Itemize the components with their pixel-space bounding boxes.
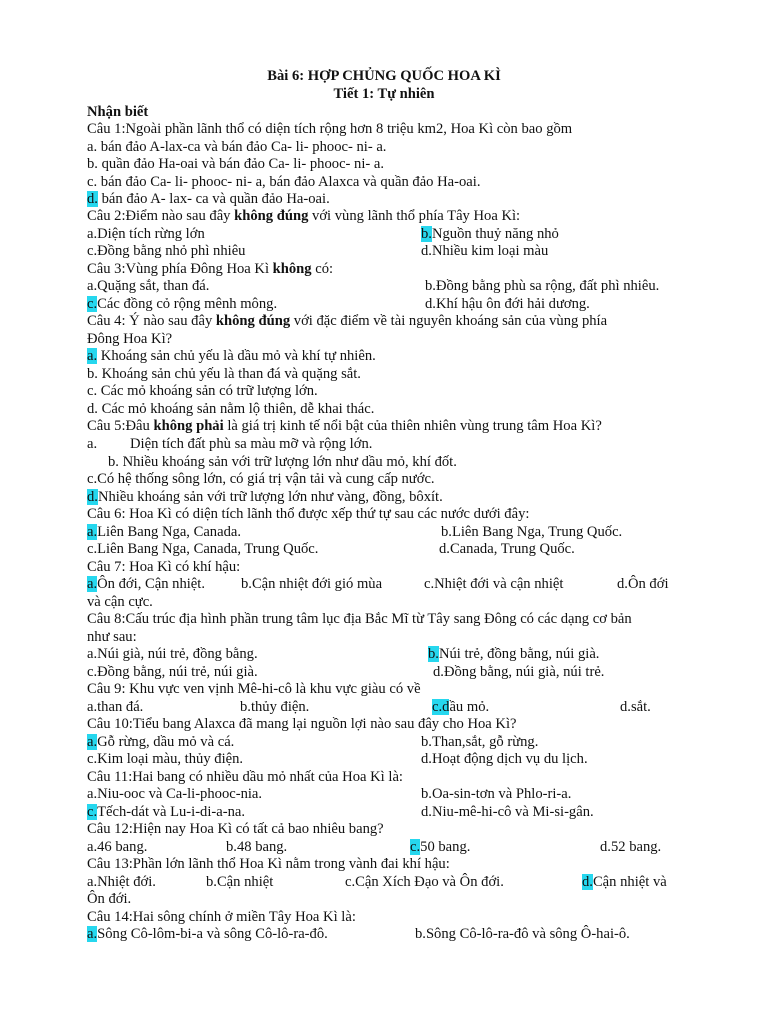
question-12-option-a: a.46 bang.: [87, 839, 148, 855]
question-8-option-a: a.Núi già, núi trẻ, đồng bằng.: [87, 646, 258, 662]
page-subtitle: Tiết 1: Tự nhiên: [333, 86, 435, 102]
question-4-option-b: b. Khoáng sản chủ yếu là than đá và quặng sắt.: [87, 366, 361, 382]
question-5-option-c: c.Có hệ thống sông lớn, có giá trị vận tải và cung cấp nước.: [87, 471, 435, 487]
question-8-stem: Câu 8:Cấu trúc địa hình phần trung tâm lục địa Bắc Mĩ từ Tây sang Đông có các dạng cơ bản: [87, 611, 632, 627]
section-heading: Nhận biết: [87, 104, 149, 120]
question-2-option-d: d.Nhiều kim loại màu: [421, 243, 549, 259]
question-3-option-c: c.Các đồng cỏ rộng mênh mông.: [87, 296, 278, 312]
question-9-option-b: b.thủy điện.: [240, 699, 310, 715]
question-5-option-a: Diện tích đất phù sa màu mỡ và rộng lớn.: [130, 436, 373, 452]
question-7-option-c: c.Nhiệt đới và cận nhiệt: [424, 576, 564, 592]
question-9-stem: Câu 9: Khu vực ven vịnh Mê-hi-cô là khu vực giàu có về: [87, 681, 421, 697]
question-10-stem: Câu 10:Tiểu bang Alaxca đã mang lại nguồn lợi nào sau đây cho Hoa Kì?: [87, 716, 517, 732]
question-2-option-b: b.Nguồn thuỷ năng nhỏ: [421, 226, 559, 242]
question-7-option-b: b.Cận nhiệt đới gió mùa: [241, 576, 383, 592]
question-3-stem: Câu 3:Vùng phía Đông Hoa Kì không có:: [87, 261, 334, 277]
question-11-option-c: c.Tếch-dát và Lu-i-di-a-na.: [87, 804, 246, 820]
question-6-option-a: a.Liên Bang Nga, Canada.: [87, 524, 242, 540]
answer-highlight: c.: [87, 804, 98, 820]
question-13-stem: Câu 13:Phần lớn lãnh thổ Hoa Kì nằm trong vành đai khí hậu:: [87, 856, 450, 872]
question-2-stem: Câu 2:Điểm nào sau đây không đúng với vùng lãnh thổ phía Tây Hoa Kì:: [87, 208, 521, 224]
question-3-option-d: d.Khí hậu ôn đới hải dương.: [425, 296, 590, 312]
question-8-option-b: b.Núi trẻ, đồng bằng, núi già.: [428, 646, 600, 662]
question-5-stem: Câu 5:Đâu không phải là giá trị kinh tế nổi bật của thiên nhiên vùng trung tâm Hoa Kì?: [87, 418, 602, 434]
question-13-option-d: d.Cận nhiệt và: [582, 874, 667, 890]
question-4-option-d: d. Các mỏ khoáng sản nằm lộ thiên, dễ khai thác.: [87, 401, 375, 417]
answer-highlight: d.: [87, 191, 98, 207]
answer-highlight: b.: [428, 646, 439, 662]
question-11-option-a: a.Niu-ooc và Ca-li-phooc-nia.: [87, 786, 263, 802]
question-9-option-c: c.dầu mỏ.: [432, 699, 490, 715]
question-12-option-b: b.48 bang.: [226, 839, 288, 855]
question-12-option-d: d.52 bang.: [600, 839, 662, 855]
question-11-option-b: b.Oa-sin-tơn và Phlo-ri-a.: [421, 786, 572, 802]
question-10-option-a: a.Gỗ rừng, dầu mỏ và cá.: [87, 734, 235, 750]
question-14-stem: Câu 14:Hai sông chính ở miền Tây Hoa Kì là:: [87, 909, 356, 925]
question-13-option-c: c.Cận Xích Đạo và Ôn đới.: [345, 874, 504, 890]
question-6-stem: Câu 6: Hoa Kì có diện tích lãnh thổ được xếp thứ tự sau các nước dưới đây:: [87, 506, 530, 522]
question-12-stem: Câu 12:Hiện nay Hoa Kì có tất cả bao nhiêu bang?: [87, 821, 384, 837]
question-13-option-b: b.Cận nhiệt: [206, 874, 274, 890]
answer-highlight: c.d: [432, 699, 450, 715]
answer-highlight: a.: [87, 734, 98, 750]
answer-highlight: b.: [421, 226, 432, 242]
question-7-option-d: d.Ôn đới: [617, 576, 669, 592]
question-1-stem: Câu 1:Ngoài phần lãnh thổ có diện tích rộng hơn 8 triệu km2, Hoa Kì còn bao gồm: [87, 121, 573, 137]
question-14-option-b: b.Sông Cô-lô-ra-đô và sông Ô-hai-ô.: [415, 926, 630, 942]
question-5-option-d: d.Nhiều khoáng sản với trữ lượng lớn như vàng, đồng, bôxít.: [87, 489, 443, 505]
question-11-stem: Câu 11:Hai bang có nhiều dầu mỏ nhất của Hoa Kì là:: [87, 769, 403, 785]
question-13-option-d-continued: Ôn đới.: [87, 891, 132, 907]
question-1-option-a: a. bán đảo A-lax-ca và bán đảo Ca- li- phooc- ni- a.: [87, 139, 387, 155]
answer-highlight: a.: [87, 576, 98, 592]
question-9-option-d: d.sắt.: [620, 699, 651, 715]
question-8-option-d: d.Đồng bằng, núi già, núi trẻ.: [433, 664, 605, 680]
question-7-stem: Câu 7: Hoa Kì có khí hậu:: [87, 559, 241, 575]
question-14-option-a: a.Sông Cô-lôm-bi-a và sông Cô-lô-ra-đô.: [87, 926, 328, 942]
question-3-option-a: a.Quặng sắt, than đá.: [87, 278, 210, 294]
question-5-option-a-label: a.: [87, 436, 98, 452]
question-8-option-c: c.Đồng bằng, núi trẻ, núi già.: [87, 664, 258, 680]
answer-highlight: a.: [87, 348, 98, 364]
question-10-option-c: c.Kim loại màu, thủy điện.: [87, 751, 244, 767]
question-5-option-b: b. Nhiều khoáng sản với trữ lượng lớn như dầu mỏ, khí đốt.: [108, 454, 457, 470]
question-6-option-c: c.Liên Bang Nga, Canada, Trung Quốc.: [87, 541, 319, 557]
question-4-stem-continued: Đông Hoa Kì?: [87, 331, 173, 347]
answer-highlight: d.: [87, 489, 98, 505]
question-1-option-c: c. bán đảo Ca- li- phooc- ni- a, bán đảo Alaxca và quần đảo Ha-oai.: [87, 174, 481, 190]
question-7-option-a: a.Ôn đới, Cận nhiệt.: [87, 576, 205, 592]
question-7-option-d-continued: và cận cực.: [87, 594, 153, 610]
answer-highlight: c.: [87, 296, 98, 312]
question-6-option-b: b.Liên Bang Nga, Trung Quốc.: [441, 524, 623, 540]
question-2-option-c: c.Đồng bằng nhỏ phì nhiêu: [87, 243, 246, 259]
question-6-option-d: d.Canada, Trung Quốc.: [439, 541, 575, 557]
question-9-option-a: a.than đá.: [87, 699, 144, 715]
answer-highlight: c.: [410, 839, 421, 855]
question-4-option-c: c. Các mỏ khoáng sản có trữ lượng lớn.: [87, 383, 318, 399]
question-12-option-c: c.50 bang.: [410, 839, 471, 855]
question-13-option-a: a.Nhiệt đới.: [87, 874, 156, 890]
question-4-stem: Câu 4: Ý nào sau đây không đúng với đặc điểm về tài nguyên khoáng sản của vùng phía: [87, 313, 608, 329]
question-10-option-d: d.Hoạt động dịch vụ du lịch.: [421, 751, 588, 767]
question-10-option-b: b.Than,sắt, gỗ rừng.: [421, 734, 539, 750]
answer-highlight: a.: [87, 524, 98, 540]
question-2-option-a: a.Diện tích rừng lớn: [87, 226, 205, 242]
question-1-option-b: b. quần đảo Ha-oai và bán đảo Ca- li- phooc- ni- a.: [87, 156, 385, 172]
question-3-option-b: b.Đồng bằng phù sa rộng, đất phì nhiêu.: [425, 278, 660, 294]
question-1-option-d: d. bán đảo A- lax- ca và quần đảo Ha-oai.: [87, 191, 330, 207]
question-4-option-a: a. Khoáng sản chủ yếu là dầu mỏ và khí tự nhiên.: [87, 348, 376, 364]
question-8-stem-continued: như sau:: [87, 629, 137, 645]
page-title: Bài 6: HỢP CHỦNG QUỐC HOA KÌ: [267, 68, 501, 84]
question-11-option-d: d.Niu-mê-hi-cô và Mi-si-gân.: [421, 804, 594, 820]
answer-highlight: a.: [87, 926, 98, 942]
